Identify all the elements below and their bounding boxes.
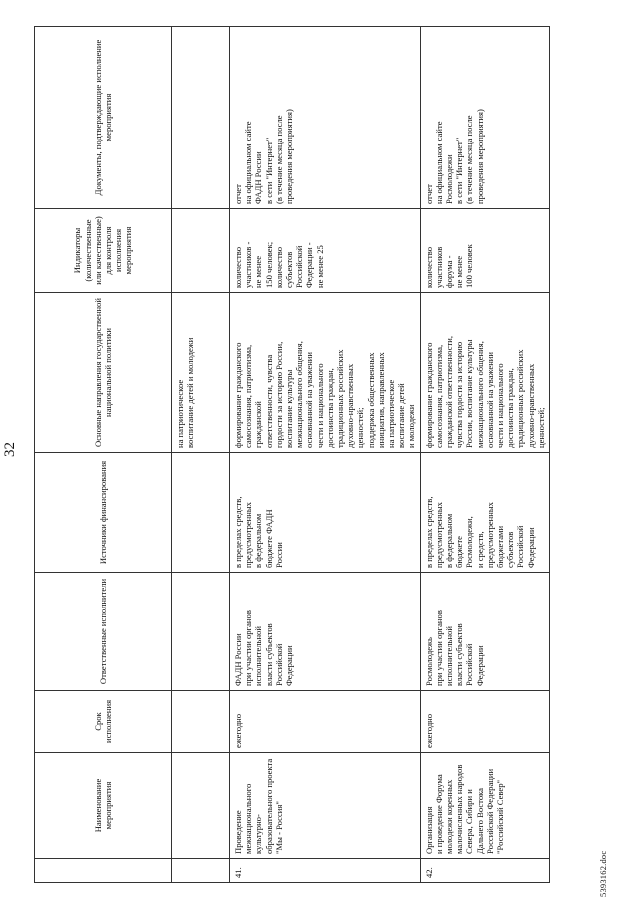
header-row bbox=[35, 27, 172, 883]
event-directions: на патриотическое воспитание детей и молодежи bbox=[172, 293, 230, 453]
table-row bbox=[420, 27, 549, 883]
row-number bbox=[172, 859, 230, 883]
event-documents: отчет на официальном сайте Росмолодежи в сети "Интернет" (в течение месяца после проведения мероприятия) bbox=[420, 27, 549, 209]
event-indicators: количество участников форума - не менее 100 человек bbox=[420, 209, 549, 293]
event-term: ежегодно bbox=[420, 691, 549, 753]
event-documents bbox=[172, 27, 230, 209]
event-funding: в пределах средств, предусмотренных в федеральном бюджете ФАДН России bbox=[230, 453, 421, 573]
event-executors bbox=[172, 573, 230, 691]
event-term bbox=[172, 691, 230, 753]
event-directions: формирование гражданского самосознания, патриотизма, гражданской ответственности, чувства гордости за историю России, воспитание культуры межнационального общения, основнанной на уважении чести и национального достоинства граждан, традиционных российских духовно-нравственных ценностей; bbox=[420, 293, 549, 453]
event-funding: в пределах средств, предусмотренных в федеральном бюджете Росмолодежи, и средств, предусмотренных бюджетами субъектов Российской Федерации bbox=[420, 453, 549, 573]
header-term: Срок исполнения bbox=[35, 691, 172, 753]
event-name bbox=[172, 753, 230, 859]
row-number: 41. bbox=[230, 859, 421, 883]
event-indicators: количество участников - не менее 150 человек; количество субъектов Российской Федерации - не менее 25 bbox=[230, 209, 421, 293]
event-name: Проведение межнационального культурно- образовательного проекта "Мы - Россия" bbox=[230, 753, 421, 859]
header-indicators: Индикаторы (количественные или качественные) для контроля исполнения мероприятия bbox=[35, 209, 172, 293]
table-row bbox=[230, 27, 421, 883]
row-number: 42. bbox=[420, 859, 549, 883]
event-executors: Росмолодежь при участии органов исполнительной власти субъектов Российской Федерации bbox=[420, 573, 549, 691]
table-row bbox=[172, 27, 230, 883]
event-directions: формирование гражданского самосознания, патриотизма, гражданской ответственности, чувства гордости за историю России, воспитание культуры межнационального общения, основнанной на уважении чести и национального достоинства граждан, традиционных российских духовно-нравственных ценностей; поддержка общественных инициатив, направленных на патриотическое воспитание детей и молодежи bbox=[230, 293, 421, 453]
event-funding bbox=[172, 453, 230, 573]
header-documents: Документы, подтверждающие исполнение мероприятия bbox=[35, 27, 172, 209]
events-table bbox=[34, 26, 550, 883]
header-name: Наименование мероприятия bbox=[35, 753, 172, 859]
header-num bbox=[35, 859, 172, 883]
document-id: 5393162.doc bbox=[598, 850, 608, 897]
header-directions: Основные направления государственной национальной политики bbox=[35, 293, 172, 453]
event-term: ежегодно bbox=[230, 691, 421, 753]
event-executors: ФАДН России при участии органов исполнительной власти субъектов Российской Федерации bbox=[230, 573, 421, 691]
page-number: 32 bbox=[2, 442, 18, 457]
header-funding: Источники финансирования bbox=[35, 453, 172, 573]
event-documents: отчет на официальном сайте ФАДН России в сети "Интернет" (в течение месяца после проведения мероприятия) bbox=[230, 27, 421, 209]
event-indicators bbox=[172, 209, 230, 293]
event-name: Организация и проведение Форума молодежи коренных малочисленных народов Севера, Сибири и Дальнего Востока Российской Федерации "Российский Север" bbox=[420, 753, 549, 859]
header-executors: Ответственные исполнители bbox=[35, 573, 172, 691]
